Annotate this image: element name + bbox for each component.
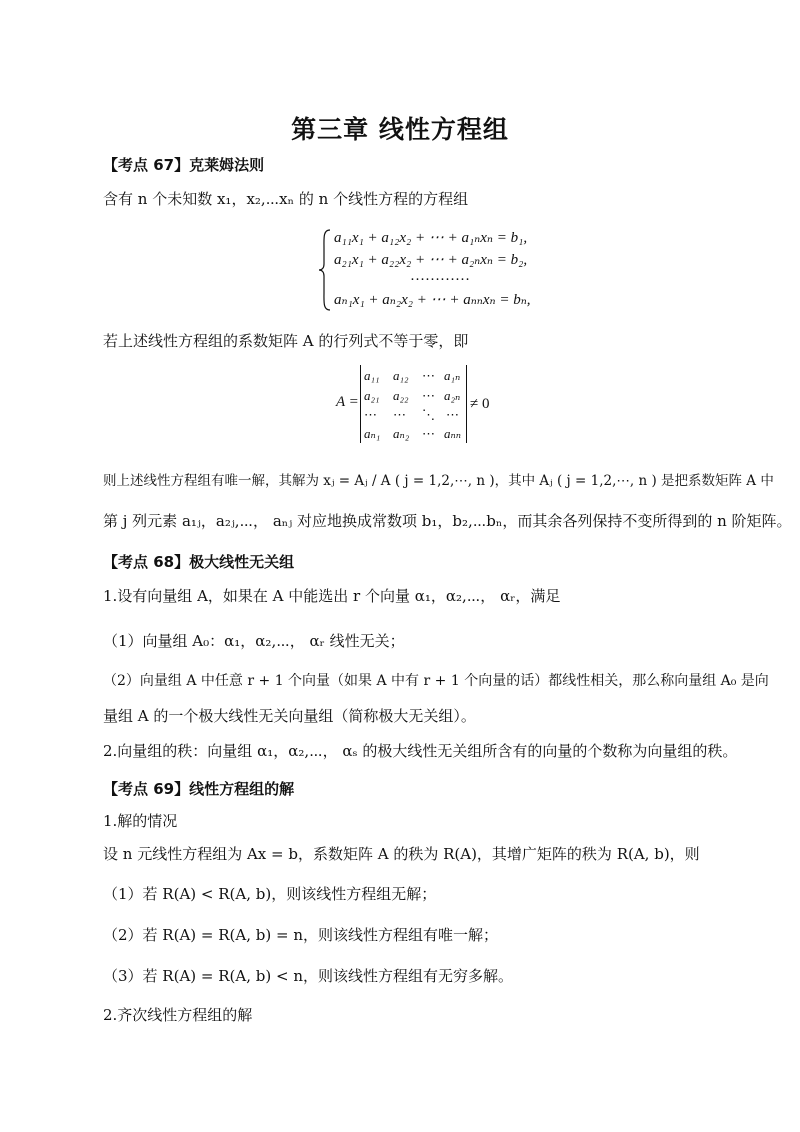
section-68-heading: 【考点 68】极大线性无关组 bbox=[103, 553, 295, 571]
matrix-cell: a₁ₙ bbox=[444, 368, 461, 383]
section-67-condition: 若上述线性方程组的系数矩阵 A 的行列式不等于零，即 bbox=[103, 332, 469, 350]
section-69-p3: （1）若 R(A) < R(A, b)，则该线性方程组无解； bbox=[103, 885, 437, 903]
equation-row: aₙ₁x₁ + aₙ₂x₂ + ⋯ + aₙₙxₙ = bₙ, bbox=[334, 292, 531, 308]
section-67-heading: 【考点 67】克莱姆法则 bbox=[103, 156, 265, 174]
section-68-p4: 2.向量组的秩：向量组 α₁，α₂,⋯， αₛ 的极大线性无关组所含有的向量的个数称为向量组的秩。 bbox=[103, 742, 738, 760]
determinant-left-bar bbox=[360, 365, 361, 443]
determinant-label: A = bbox=[336, 394, 359, 410]
section-68-p2: （1）向量组 A₀：α₁，α₂,⋯， αᵣ 线性无关； bbox=[103, 632, 405, 650]
matrix-cell: a₁₁ bbox=[364, 368, 380, 383]
equation-row: a₁₁x₁ + a₁₂x₂ + ⋯ + a₁ₙxₙ = b₁, bbox=[334, 230, 528, 246]
matrix-cell: a₁₂ bbox=[393, 368, 409, 383]
matrix-cell: a₂₁ bbox=[364, 388, 380, 403]
equation-row: a₂₁x₁ + a₂₂x₂ + ⋯ + a₂ₙxₙ = b₂, bbox=[334, 252, 528, 268]
section-69-p6: 2.齐次线性方程组的解 bbox=[103, 1006, 253, 1024]
matrix-cell: ⋯ bbox=[446, 407, 459, 422]
left-brace-icon bbox=[318, 228, 332, 312]
section-69-p5: （3）若 R(A) = R(A, b) < n，则该线性方程组有无穷多解。 bbox=[103, 967, 513, 985]
section-67-solution-line1: 则上述线性方程组有唯一解，其解为 xⱼ = Aⱼ / A ( j = 1,2,⋯, n )，其中 Aⱼ ( j = 1,2,⋯, n ) 是把系数矩阵 A 中 bbox=[103, 473, 774, 489]
section-68-p3-line1: （2）向量组 A 中任意 r + 1 个向量（如果 A 中有 r + 1 个向量的话）都线性相关，那么称向量组 A₀ 是向 bbox=[103, 673, 769, 689]
matrix-cell: ⋯ bbox=[393, 407, 406, 422]
determinant-right-bar bbox=[466, 365, 467, 443]
page-title: 第三章 线性方程组 bbox=[291, 115, 509, 144]
equation-row: ………… bbox=[410, 268, 470, 284]
matrix-cell: ⋯ bbox=[422, 388, 435, 403]
matrix-cell: ⋯ bbox=[422, 368, 435, 383]
section-67-solution-line2: 第 j 列元素 a₁ⱼ，a₂ⱼ,⋯， aₙⱼ 对应地换成常数项 b₁，b₂,⋯bₙ，而其余各列保持不变所得到的 n 阶矩阵。 bbox=[103, 512, 792, 530]
section-69-p2: 设 n 元线性方程组为 Ax = b，系数矩阵 A 的秩为 R(A)，其增广矩阵的秩为 R(A, b)，则 bbox=[103, 845, 700, 863]
matrix-cell: ⋱ bbox=[422, 407, 435, 422]
matrix-cell: aₙ₂ bbox=[393, 426, 410, 441]
section-67-intro: 含有 n 个未知数 x₁，x₂,⋯xₙ 的 n 个线性方程的方程组 bbox=[103, 190, 469, 208]
section-69-p4: （2）若 R(A) = R(A, b) = n，则该线性方程组有唯一解； bbox=[103, 926, 498, 944]
matrix-cell: ⋯ bbox=[364, 407, 377, 422]
matrix-cell: a₂ₙ bbox=[444, 388, 461, 403]
section-69-p1: 1.解的情况 bbox=[103, 812, 178, 830]
section-68-p1: 1.设有向量组 A，如果在 A 中能选出 r 个向量 α₁，α₂,⋯， αᵣ，满足 bbox=[103, 587, 561, 605]
matrix-cell: aₙ₁ bbox=[364, 426, 381, 441]
section-69-heading: 【考点 69】线性方程组的解 bbox=[103, 780, 295, 798]
section-68-p3-line2: 量组 A 的一个极大线性无关向量组（简称极大无关组）。 bbox=[103, 707, 476, 725]
determinant-suffix: ≠ 0 bbox=[470, 396, 490, 412]
matrix-cell: ⋯ bbox=[422, 426, 435, 441]
matrix-cell: aₙₙ bbox=[444, 426, 462, 441]
matrix-cell: a₂₂ bbox=[393, 388, 409, 403]
